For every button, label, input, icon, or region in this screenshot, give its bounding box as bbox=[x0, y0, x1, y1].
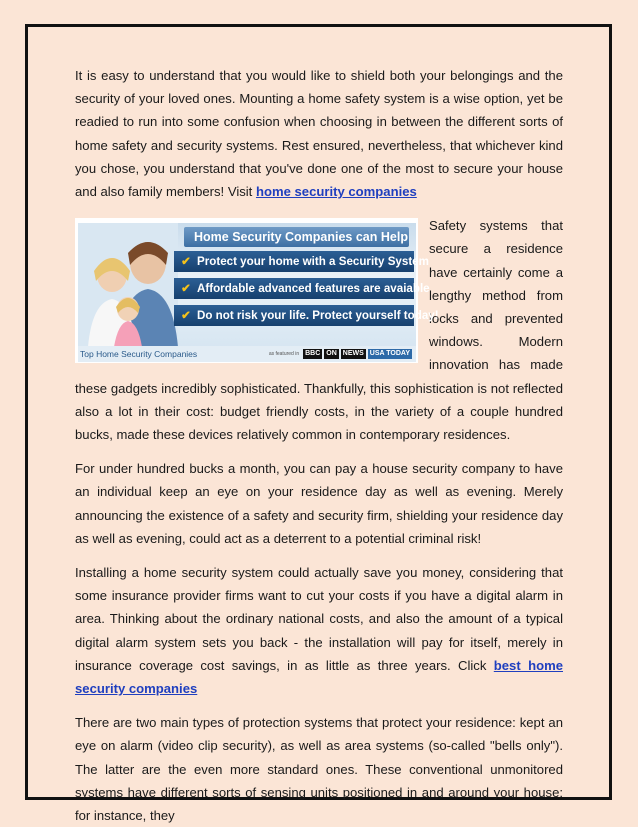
usa-today-logo: USA TODAY bbox=[369, 350, 410, 358]
on-logo: ON bbox=[326, 350, 337, 358]
news-logo: NEWS bbox=[342, 350, 364, 358]
banner-line-risk-text: Do not risk your life. Protect yourself today! bbox=[197, 309, 439, 323]
check-shield-icon: ✔ bbox=[181, 309, 191, 323]
banner-title: Home Security Companies can Help bbox=[184, 227, 409, 247]
media-logos bbox=[269, 348, 412, 360]
paragraph-intro-text: It is easy to understand that you would like to shield both your belongings and the security of your loved ones. Mounting a home safety system is a wise option, yet be readied to run into some confusion when choosing in between the different sorts of home safety and security systems. Rest ensured, nevertheless, that whichever kind you chose, you understand that you've done one of the most to secure your house and also family members! Visit bbox=[75, 68, 563, 200]
bbc-logo: BBC bbox=[305, 350, 321, 358]
best-home-security-companies-link[interactable]: best home security companies bbox=[75, 657, 563, 697]
banner-line-affordable bbox=[174, 278, 430, 299]
paragraph-system-types: There are two main types of protection systems that protect your residence: kept an eye on alarm (video clip security), as well as area systems (so-called "bells only"). The latter are the even more standard ones. These conventional unmonitored systems have different sorts of sensing units positioned in and around your house: for instance, they bbox=[75, 715, 563, 824]
paragraph-safety-systems: Safety systems that secure a residence have certainly come a lengthy method from locks and prevented windows. Modern innovation has made these gadgets incredibly sophisticated. Thankfully, this sophistication is not reflected also a lot in their cost: budget friendly costs, in the variety of a couple hundred bucks, made these devices relatively common in contemporary residences. bbox=[75, 218, 563, 443]
featured-in-label: as featured in bbox=[268, 350, 300, 357]
home-security-banner-image bbox=[75, 218, 439, 363]
check-shield-icon: ✔ bbox=[181, 282, 191, 296]
banner-line-protect bbox=[174, 251, 429, 272]
paragraph-monthly-cost: For under hundred bucks a month, you can pay a house security company to have an individual keep an eye on your residence day as well as evening. Merely announcing the existence of a safety and security firm, shielding your residence day as well as evening, could act as a deterrent to a potential criminal risk! bbox=[75, 461, 563, 546]
banner-graphic bbox=[78, 223, 439, 347]
paragraph-intro bbox=[75, 64, 563, 203]
family-photo bbox=[78, 223, 178, 347]
paragraph-insurance-text: Installing a home security system could actually save you money, considering that some insurance provider firms want to cut your costs if you have a digital alarm in area. Thinking about the ordinary national costs, and also the amount of a typical digital alarm system sets you back - the installation will pay for itself, merely in insurance coverage cost savings, in as little as three years. Click bbox=[75, 565, 563, 673]
check-shield-icon: ✔ bbox=[181, 255, 191, 269]
banner-line-risk bbox=[174, 305, 439, 326]
paragraph-insurance bbox=[75, 561, 563, 700]
banner-line-affordable-text: Affordable advanced features are avaiable bbox=[197, 282, 430, 296]
home-security-companies-link[interactable]: home security companies bbox=[255, 184, 417, 200]
banner-caption: Top Home Security Companies bbox=[80, 349, 198, 360]
banner-line-protect-text: Protect your home with a Security System bbox=[197, 255, 429, 269]
banner-caption-bar bbox=[78, 346, 416, 362]
document-body bbox=[75, 64, 563, 827]
